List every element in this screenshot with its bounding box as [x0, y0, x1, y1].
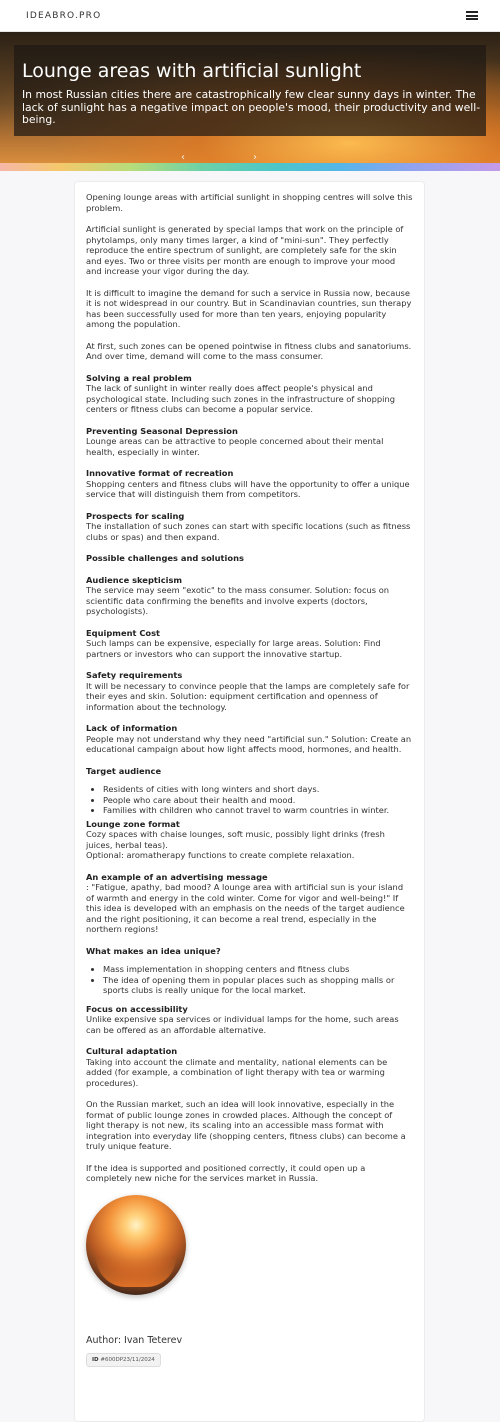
target-audience-list — [103, 784, 413, 816]
section-heading: Lounge zone format — [86, 818, 180, 829]
chevron-left-icon[interactable]: ‹ — [181, 152, 185, 163]
section-cultural-adaptation — [86, 1046, 413, 1088]
intro-paragraph: At first, such zones can be opened pointwise in fitness clubs and sanatoriums. And over time, demand will come to the mass consumer. — [86, 340, 412, 361]
section-heading: Lack of information — [86, 723, 178, 733]
section-text: Lounge areas can be attractive to people concerned about their mental health, especially in winter. — [86, 436, 384, 457]
list-item: • Mass implementation in shopping centers and fitness clubs — [103, 964, 413, 975]
list-item: • Residents of cities with long winters and short days. — [103, 784, 413, 795]
unique-list — [103, 964, 413, 996]
top-navigation-bar — [0, 0, 500, 32]
section-safety — [86, 670, 413, 712]
hamburger-menu-icon[interactable] — [466, 11, 478, 20]
section-challenges-heading — [86, 553, 413, 564]
list-item: • Families with children who cannot travel to warm countries in winter. — [103, 805, 413, 816]
site-logo[interactable]: IDEABRO.PRO — [26, 10, 102, 21]
section-heading: Cultural adaptation — [86, 1046, 178, 1056]
page-title: Lounge areas with artificial sunlight — [22, 60, 362, 82]
decorative-color-stripe — [0, 163, 500, 171]
section-accessibility — [86, 1004, 413, 1036]
outro-paragraph: If the idea is supported and positioned correctly, it could open up a completely new niche for the services market in Russia. — [86, 1162, 366, 1183]
article-card — [74, 181, 425, 1422]
chevron-right-icon[interactable]: › — [253, 152, 257, 163]
section-heading: Innovative format of recreation — [86, 468, 234, 478]
id-label: ID — [92, 1356, 99, 1363]
outro-paragraph: On the Russian market, such an idea will look innovative, especially in the format of public lounge zones in crowded places. Although the concept of light therapy is not new, its scaling into an accessible mass format with integration into everyday life (shopping centers, fitness clubs) can become a truly unique feature. — [86, 1099, 406, 1151]
section-heading: What makes an idea unique? — [86, 945, 221, 956]
section-lack-of-information — [86, 723, 413, 755]
section-target-audience — [86, 766, 413, 816]
section-text: Taking into account the climate and mentality, national elements can be added (for example, a combination of light therapy with tea or warming procedures). — [86, 1056, 388, 1088]
section-solving-problem — [86, 373, 413, 415]
id-value: #600DP23/11/2024 — [100, 1356, 155, 1363]
intro-paragraph: It is difficult to imagine the demand for such a service in Russia now, because it is not widespread in our country. But in Scandinavian countries, sun therapy has been successfully used for more than ten years, enjoying popularity among the population. — [86, 287, 412, 329]
section-advertising-message — [86, 872, 413, 935]
section-text: Unlike expensive spa services or individual lamps for the home, such areas can be offered as an affordable alternative. — [86, 1014, 399, 1035]
section-unique — [86, 946, 413, 996]
section-audience-skepticism — [86, 575, 413, 617]
section-heading: Preventing Seasonal Depression — [86, 425, 238, 436]
section-text: Optional: aromatherapy functions to create complete relaxation. — [86, 850, 355, 860]
author-name: Author: Ivan Teterev — [86, 1334, 183, 1346]
section-heading: An example of an advertising message — [86, 871, 268, 882]
section-heading: Focus on accessibility — [86, 1003, 188, 1014]
section-equipment-cost — [86, 628, 413, 660]
section-text: The service may seem "exotic" to the mass consumer. Solution: focus on scientific data confirming the benefits and involve experts (doctors, psychologists). — [86, 585, 390, 616]
section-heading: Safety requirements — [86, 670, 183, 680]
section-heading: Prospects for scaling — [86, 510, 185, 521]
section-text: People may not understand why they need "artificial sun." Solution: Create an educational campaign about how light affects mood, hormones, and health. — [86, 733, 412, 754]
hero-banner — [0, 32, 500, 163]
section-heading: Equipment Cost — [86, 627, 161, 638]
section-text: Cozy spaces with chaise lounges, soft music, possibly light drinks (fresh juices, herbal teas). — [86, 829, 385, 850]
idea-id-badge — [86, 1353, 161, 1367]
section-heading: Audience skepticism — [86, 574, 183, 585]
section-lounge-format — [86, 819, 413, 861]
section-text: The lack of sunlight in winter really does affect people's physical and psychological state. Including such zones in the infrastructure of shopping centers or fitness clubs can become a popular service. — [86, 383, 395, 414]
section-text: The installation of such zones can start with specific locations (such as fitness clubs or spas) and then expand. — [86, 521, 411, 542]
list-item: • The idea of opening them in popular places such as shopping malls or sports clubs is really unique for the local market. — [103, 975, 413, 996]
hero-subtitle: In most Russian cities there are catastrophically few clear sunny days in winter. The lack of sunlight has a negative impact on people's mood, their productivity and well-being. — [22, 88, 481, 126]
list-item: • People who care about their health and mood. — [103, 795, 413, 806]
intro-paragraph: Artificial sunlight is generated by special lamps that work on the principle of phytolamps, only many times larger, a kind of "mini-sun". They perfectly reproduce the entire spectrum of sunlight, are completely safe for the skin and eyes. Two or three visits per month are enough to improve your mood and increase your vigor during the day. — [86, 224, 404, 276]
section-scaling — [86, 511, 413, 543]
section-text: Shopping centers and fitness clubs will have the opportunity to offer a unique service that will distinguish them from competitors. — [86, 478, 410, 499]
section-innovative-format — [86, 468, 413, 500]
section-text: It will be necessary to convince people that the lamps are completely safe for their eyes and skin. Solution: equipment certification and openness of information about the technology. — [86, 680, 410, 712]
author-photo — [86, 1195, 186, 1295]
section-heading: Possible challenges and solutions — [86, 553, 244, 563]
section-text: : "Fatigue, apathy, bad mood? A lounge area with artificial sun is your island of warmth and energy in the cold winter. Come for vigor and well-being!" If this idea is developed with an emphasis on the needs of the target audience and the right positioning, it can become a real trend, especially in the northern regions! — [86, 882, 405, 934]
section-heading: Target audience — [86, 765, 162, 776]
section-heading: Solving a real problem — [86, 372, 192, 383]
section-seasonal-depression — [86, 426, 413, 458]
intro-paragraph: Opening lounge areas with artificial sunlight in shopping centres will solve this problem. — [86, 192, 413, 213]
section-text: Such lamps can be expensive, especially for large areas. Solution: Find partners or investors who can support the innovative startup. — [86, 638, 381, 659]
